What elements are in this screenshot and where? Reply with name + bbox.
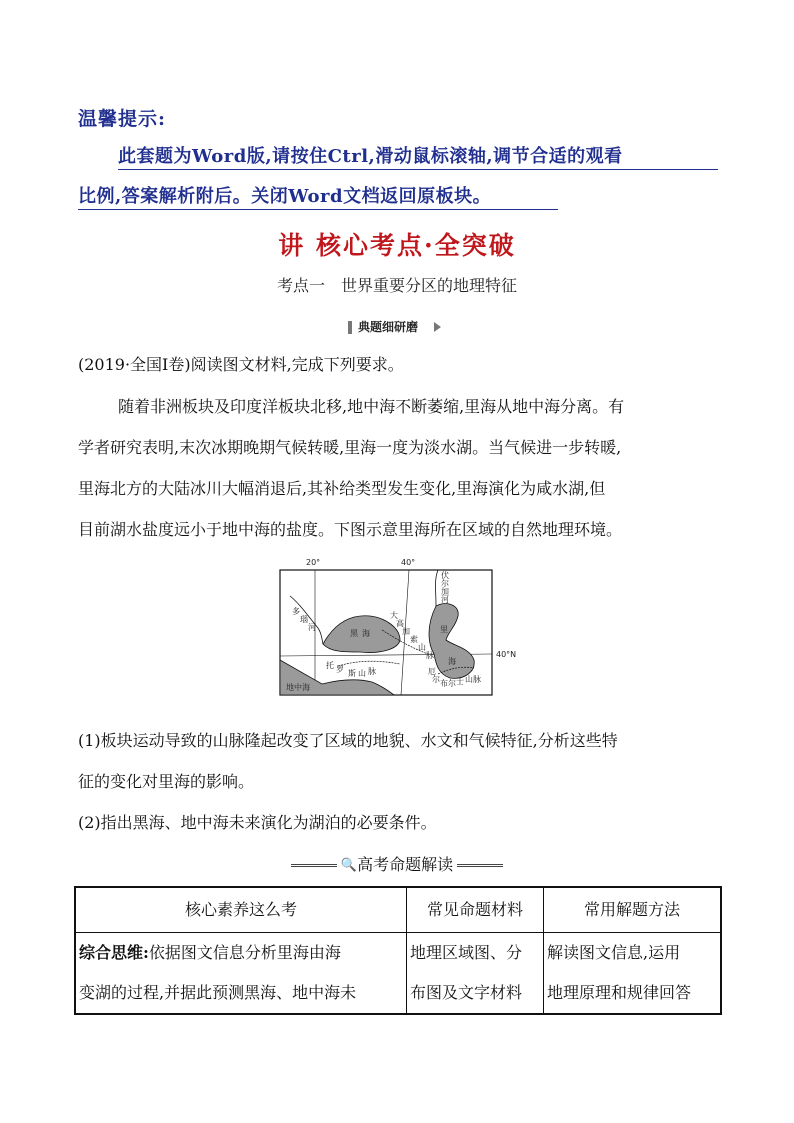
tip-line-2: 比例,答案解析附后。关闭Word文档返回原板块。 [78,185,558,210]
elburz-char-2: 尔 [432,675,440,684]
exam-info-table [74,886,722,1015]
danube-char-1: 多 [292,607,300,616]
caspian-char-1: 里 [440,625,448,634]
divider-label: 高考命题解读 [357,855,454,874]
materials-line-2: 布图及文字材料 [410,983,523,1002]
table-header-cell: 核心素养这么考 [75,887,407,933]
table-header-cell: 常用解题方法 [544,887,722,933]
map-svg [278,556,518,716]
materials-line-1: 地理区域图、分 [410,943,523,962]
badge-arrow-icon [434,322,441,332]
literacy-text-2: 变湖的过程,并据此预测黑海、地中海未 [79,983,357,1002]
taurus-char-2: 罗 [336,665,344,674]
black-sea-char-2: 海 [362,629,370,638]
table-row [75,933,721,1015]
question-2: (2)指出黑海、地中海未来演化为湖泊的必要条件。 [78,813,437,832]
taurus-char-5: 脉 [368,667,376,676]
passage-line-3: 里海北方的大陆冰川大幅消退后,其补给类型发生变化,里海演化为咸水湖,但 [78,479,606,498]
passage-line-1: 随着非洲板块及印度洋板块北移,地中海不断萎缩,里海从地中海分离。有 [118,397,625,416]
badge-bar [348,321,352,334]
volga-char-4: 河 [441,595,449,604]
divider-line-left [291,864,337,867]
volga-char-3: 加 [441,587,449,596]
taurus-char-1: 托 [326,661,334,670]
table-cell-materials [407,933,544,1015]
table-cell-methods [544,933,722,1015]
table-header-row [75,887,721,933]
table-cell-literacy [75,933,407,1015]
volga-char-2: 尔 [441,579,449,588]
elburz-char-5: 士 [456,677,464,686]
table-header-cell: 常见命题材料 [407,887,544,933]
tip-line-1: 此套题为Word版,请按住Ctrl,滑动鼠标滚轴,调节合适的观看 [118,145,718,170]
literacy-text-1: 依据图文信息分析里海由海 [148,943,341,962]
lon-20-label: 20° [306,558,321,567]
lon-40-label: 40° [401,558,416,567]
magnifier-icon: 🔍 [340,858,358,873]
caucasus-char-5: 山 [418,643,426,652]
mediterranean-label: 地中海 [286,683,310,692]
question-1-line-1: (1)板块运动导致的山脉隆起改变了区域的地貌、水文和气候特征,分析这些特 [78,731,618,750]
question-1-line-2: 征的变化对里海的影响。 [78,772,255,791]
elburz-char-3: 布 [440,679,448,688]
badge-dianti [348,318,444,336]
caucasus-char-1: 大 [390,611,398,620]
caspian-region-map [278,556,518,716]
methods-line-1: 解读图文信息,运用 [547,943,681,962]
elburz-char-4: 尔 [448,679,456,688]
danube-char-2: 瑙 [300,615,308,624]
exam-interpretation-divider [0,852,794,875]
taurus-char-3: 斯 [348,669,356,678]
volga-char-1: 伏 [441,571,449,580]
danube-char-3: 河 [308,623,316,632]
methods-line-2: 地理原理和规律回答 [547,983,692,1002]
caspian-char-2: 海 [448,657,456,666]
elburz-char-1: 厄 [428,667,436,676]
taurus-char-4: 山 [358,669,366,678]
badge-label: 典题细研磨 [358,320,419,334]
caucasus-char-3: 加 [402,627,410,636]
passage-line-4: 目前湖水盐度远小于地中海的盐度。下图示意里海所在区域的自然地理环境。 [78,520,623,539]
tip-title: 温馨提示: [78,108,167,130]
section-heading: 讲 核心考点·全突破 [278,231,516,260]
literacy-keyword: 综合思维: [79,943,149,962]
divider-line-right [457,864,503,867]
caucasus-char-4: 索 [410,635,418,644]
caucasus-char-2: 高 [396,619,404,628]
elburz-char-6: 山脉 [465,675,481,684]
passage-line-2: 学者研究表明,末次冰期晚期气候转暖,里海一度为淡水湖。当气候进一步转暖, [78,438,622,457]
question-source: (2019·全国Ⅰ卷)阅读图文材料,完成下列要求。 [78,355,404,374]
caucasus-char-6: 脉 [426,651,434,660]
section-subheading: 考点一 世界重要分区的地理特征 [276,276,517,295]
lat-40-label: 40°N [496,650,517,659]
black-sea-char-1: 黑 [350,629,358,638]
